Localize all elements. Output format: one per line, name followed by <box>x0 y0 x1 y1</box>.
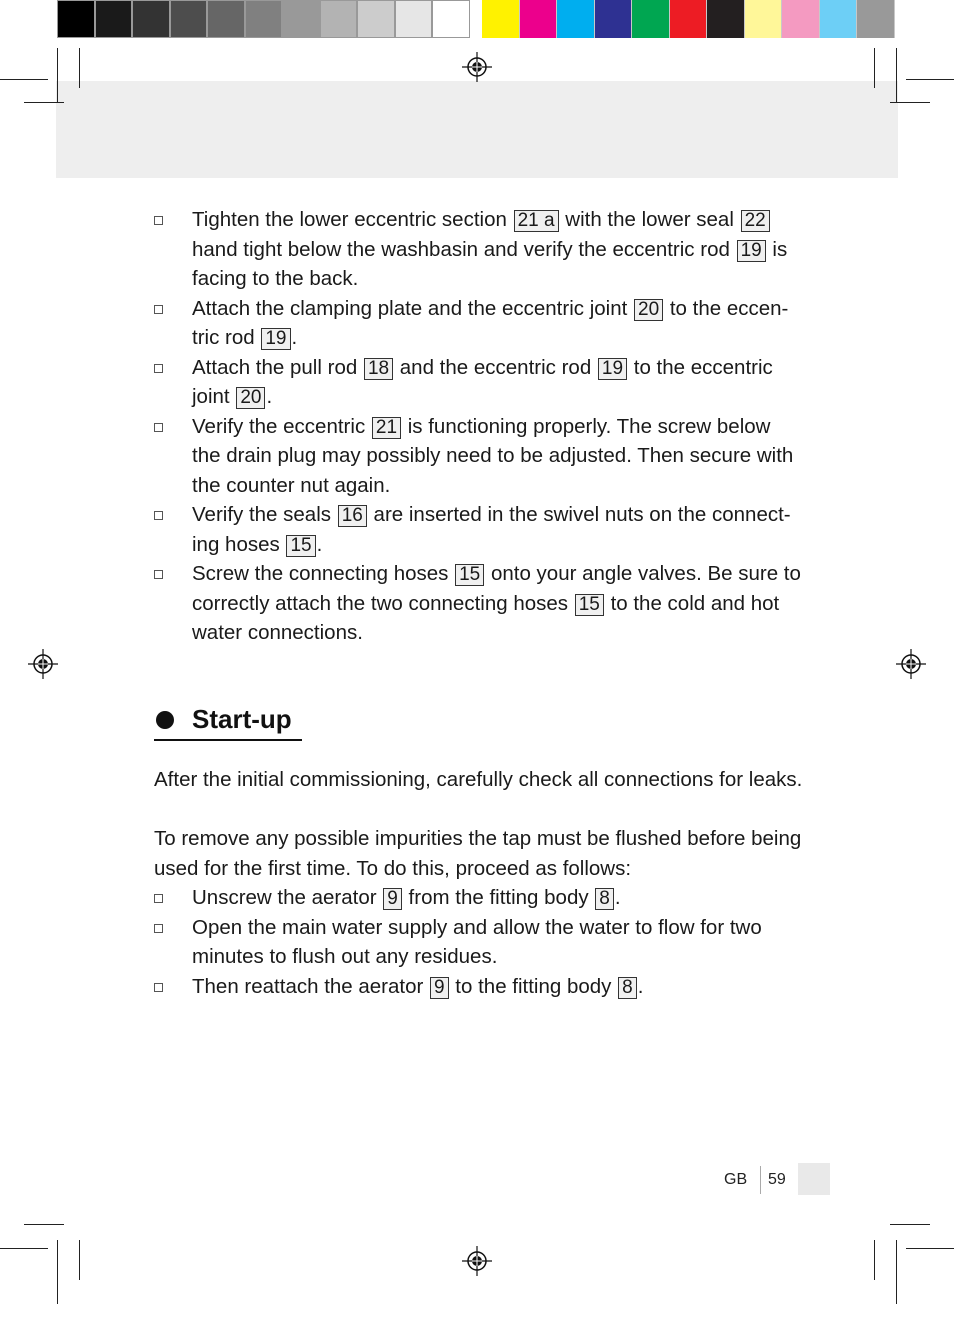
step-text-line <box>192 444 793 468</box>
gray-swatch <box>357 0 395 38</box>
step-text: joint <box>192 385 236 408</box>
step-text-line <box>192 326 297 350</box>
step-text: facing to the back. <box>192 267 359 290</box>
step-text: tric rod <box>192 326 261 349</box>
step-text: . <box>637 974 644 998</box>
part-number-badge: 15 <box>575 594 604 616</box>
crop-mark <box>79 48 80 88</box>
color-swatch <box>670 0 708 38</box>
step-text: onto your angle valves. Be sure to <box>485 562 801 585</box>
crop-mark <box>896 1240 897 1304</box>
checkbox-bullet-icon <box>154 924 163 933</box>
paragraph: After the initial commissioning, carefully check all connections for leaks. <box>154 768 803 791</box>
step-text-line <box>192 267 358 291</box>
step-text-line <box>192 533 322 557</box>
crop-mark <box>906 1248 954 1249</box>
language-code: GB <box>724 1171 748 1188</box>
part-number-badge: 21 <box>372 417 401 439</box>
step-text-line <box>192 503 791 527</box>
part-number-badge: 16 <box>338 505 367 527</box>
color-swatch <box>482 0 520 38</box>
color-swatch <box>557 0 595 38</box>
registration-mark-icon <box>462 1246 492 1276</box>
step-text: correctly attach the two connecting hoses <box>192 591 574 615</box>
step-text: to the eccen- <box>664 296 789 320</box>
part-number-badge: 21 a <box>514 210 559 232</box>
color-swatch <box>857 0 895 38</box>
crop-mark <box>896 48 897 103</box>
gray-scale-bar <box>57 0 470 38</box>
step-text: . <box>316 532 323 556</box>
paragraph: To remove any possible impurities the tap must be flushed before being <box>154 827 802 850</box>
step-text: . <box>614 886 621 909</box>
part-number-badge: 8 <box>595 888 614 910</box>
crop-mark <box>24 102 64 103</box>
step-text-line <box>192 238 787 262</box>
footer-divider <box>760 1166 761 1194</box>
bullet-dot-icon <box>156 711 174 729</box>
step-text: Verify the seals <box>192 503 337 526</box>
section-title: Start-up <box>192 704 292 734</box>
color-swatch <box>782 0 820 38</box>
crop-mark <box>57 48 58 103</box>
step-text-line <box>192 562 801 586</box>
step-text: Screw the connecting hoses <box>192 562 455 585</box>
part-number-badge: 19 <box>598 358 627 380</box>
step-text: from the fitting body <box>402 886 595 909</box>
step-text: is <box>766 237 788 261</box>
part-number-badge: 9 <box>430 977 449 999</box>
step-text: to the cold and hot <box>604 591 780 615</box>
checkbox-bullet-icon <box>154 305 163 314</box>
crop-mark <box>874 48 875 88</box>
step-text: Verify the eccentric <box>192 414 371 438</box>
step-text: Tighten the lower eccentric section <box>192 208 513 231</box>
crop-mark <box>24 1224 64 1225</box>
step-text-line <box>192 975 643 999</box>
step-text-line <box>192 356 773 380</box>
checkbox-bullet-icon <box>154 983 163 992</box>
step-text-line <box>192 916 762 940</box>
crop-mark <box>0 1248 48 1249</box>
step-text: water connections. <box>192 621 363 644</box>
step-text-line <box>192 208 771 232</box>
step-text: the drain plug may possibly need to be adjusted. Then secure with <box>192 444 794 467</box>
gray-swatch <box>95 0 133 38</box>
checkbox-bullet-icon <box>154 216 163 225</box>
checkbox-bullet-icon <box>154 364 163 373</box>
page-tab <box>798 1163 830 1195</box>
step-text: minutes to flush out any residues. <box>192 945 498 968</box>
registration-mark-icon <box>896 649 926 679</box>
gray-swatch <box>395 0 433 38</box>
part-number-badge: 20 <box>634 299 663 321</box>
color-swatch <box>632 0 670 38</box>
crop-mark <box>57 1240 58 1304</box>
color-swatch <box>520 0 558 38</box>
gray-swatch <box>432 0 470 38</box>
page-number: 59 <box>768 1171 786 1188</box>
gray-swatch <box>132 0 170 38</box>
step-text-line <box>192 474 390 498</box>
step-text-line <box>192 297 788 321</box>
step-text: the counter nut again. <box>192 473 391 497</box>
gray-swatch <box>320 0 358 38</box>
paragraph: used for the first time. To do this, proceed as follows: <box>154 857 632 880</box>
checkbox-bullet-icon <box>154 894 163 903</box>
color-swatch <box>595 0 633 38</box>
step-text: Unscrew the aerator <box>192 886 383 909</box>
crop-mark <box>0 79 48 80</box>
step-text: . <box>266 385 273 408</box>
section-heading <box>154 703 302 741</box>
crop-mark <box>874 1240 875 1280</box>
crop-mark <box>890 1224 930 1225</box>
step-text: is functioning properly. The screw below <box>402 414 771 438</box>
gray-swatch <box>207 0 245 38</box>
part-number-badge: 15 <box>455 564 484 586</box>
registration-mark-icon <box>28 649 58 679</box>
step-text-line <box>192 945 497 969</box>
part-number-badge: 19 <box>737 240 766 262</box>
step-text-line <box>192 592 779 616</box>
color-scale-bar <box>482 0 895 38</box>
crop-mark <box>79 1240 80 1280</box>
part-number-badge: 8 <box>618 977 637 999</box>
step-text: and the eccentric rod <box>394 355 597 379</box>
part-number-badge: 15 <box>286 535 315 557</box>
gray-swatch <box>57 0 95 38</box>
part-number-badge: 19 <box>261 328 290 350</box>
step-text: hand tight below the washbasin and verify the eccentric rod <box>192 237 736 261</box>
step-text: Open the main water supply and allow the water to flow for two <box>192 915 762 939</box>
gray-swatch <box>170 0 208 38</box>
part-number-badge: 20 <box>236 387 265 409</box>
crop-mark <box>906 79 954 80</box>
step-text: Attach the clamping plate and the eccentric joint <box>192 296 634 320</box>
step-text: ing hoses <box>192 532 286 556</box>
checkbox-bullet-icon <box>154 423 163 432</box>
color-swatch <box>745 0 783 38</box>
step-text-line <box>192 415 770 439</box>
step-text: to the eccentric <box>628 355 773 379</box>
step-text-line <box>192 621 363 645</box>
header-band <box>56 81 898 178</box>
step-text: are inserted in the swivel nuts on the connect- <box>367 503 791 526</box>
color-swatch <box>820 0 858 38</box>
step-text: Attach the pull rod <box>192 355 363 379</box>
step-text-line <box>192 385 272 409</box>
part-number-badge: 18 <box>364 358 393 380</box>
color-swatch <box>707 0 745 38</box>
checkbox-bullet-icon <box>154 511 163 520</box>
checkbox-bullet-icon <box>154 570 163 579</box>
step-text: Then reattach the aerator <box>192 974 430 998</box>
part-number-badge: 22 <box>741 210 770 232</box>
step-text-line <box>192 886 621 910</box>
step-text: to the fitting body <box>449 974 618 998</box>
gray-swatch <box>282 0 320 38</box>
registration-mark-icon <box>462 52 492 82</box>
part-number-badge: 9 <box>383 888 402 910</box>
step-text: . <box>291 326 298 349</box>
gray-swatch <box>245 0 283 38</box>
step-text: with the lower seal <box>559 208 740 231</box>
